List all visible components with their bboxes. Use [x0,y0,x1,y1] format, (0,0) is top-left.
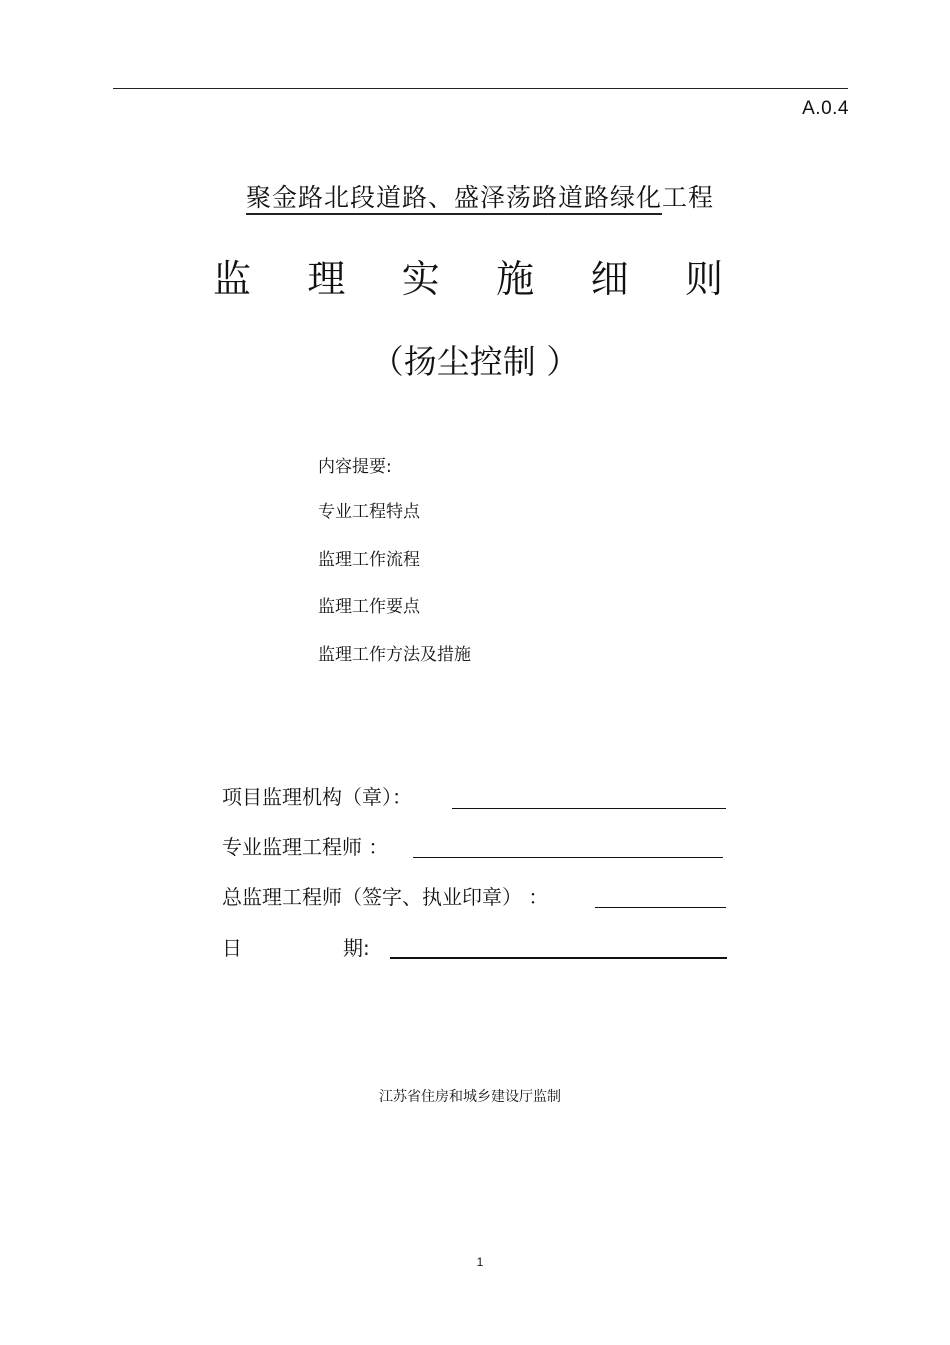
org-seal-blank[interactable] [452,808,726,809]
form-code: A.0.4 [802,98,849,119]
doc-title-char: 监 [213,257,252,301]
contents-item: 监理工作流程 [318,549,420,570]
date-blank[interactable] [390,957,727,959]
project-name-suffix: 工程 [662,183,715,212]
chief-engineer-blank[interactable] [595,907,726,908]
project-title [0,178,950,214]
document-subtitle: （扬尘控制 ） [370,342,580,381]
doc-title-char: 施 [496,257,535,301]
issuer-text: 江苏省住房和城乡建设厅监制 [379,1089,561,1105]
project-name: 聚金路北段道路、盛泽荡路道路绿化 [246,183,662,215]
contents-list [318,500,471,690]
document-title [213,254,723,304]
date-label-day: 日 [222,936,242,960]
specialist-engineer-blank[interactable] [413,857,723,858]
header-rule [113,88,848,89]
chief-engineer-label: 总监理工程师（签字、执业印章） ： [222,885,549,909]
doc-title-char: 理 [307,257,346,301]
doc-title-char: 则 [684,257,723,301]
specialist-engineer-label: 专业监理工程师 ： [222,835,389,859]
date-label-period: 期: [343,936,370,960]
doc-title-char: 实 [401,257,440,301]
contents-item: 专业工程特点 [318,502,420,522]
page-number: 1 [476,1255,484,1269]
contents-heading: 内容提要: [318,457,392,477]
org-seal-label: 项目监理机构（章）： [222,785,412,809]
contents-item: 监理工作方法及措施 [318,644,471,665]
contents-item: 监理工作要点 [318,597,420,617]
doc-title-char: 细 [590,257,629,301]
